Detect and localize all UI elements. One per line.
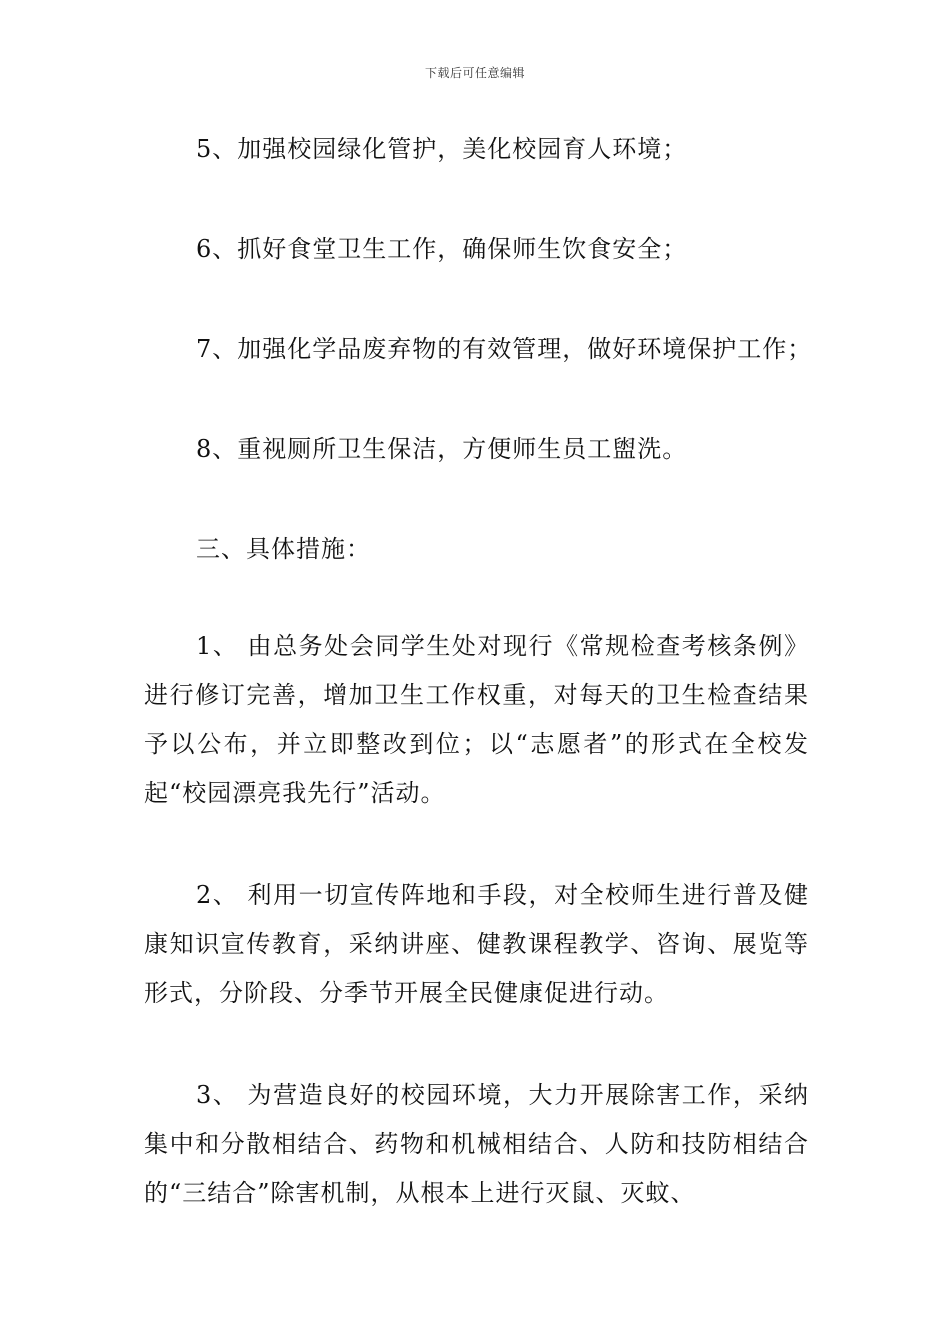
measure-paragraph-1: 1、 由总务处会同学生处对现行《常规检查考核条例》进行修订完善，增加卫生工作权重，对每天的卫生检查结果予以公布，并立即整改到位；以“志愿者”的形式在全校发起“校园漂亮我先行”活动。 [144, 632, 809, 807]
list-item-7: 7、加强化学品废弃物的有效管理，做好环境保护工作； [196, 335, 813, 363]
list-item-6: 6、抓好食堂卫生工作，确保师生饮食安全； [196, 235, 688, 263]
page-header-note: 下载后可任意编辑 [424, 66, 525, 80]
list-item-5: 5、加强校园绿化管护，美化校园育人环境； [196, 135, 688, 163]
section-heading: 三、具体措施： [196, 535, 371, 563]
measure-paragraph-3: 3、 为营造良好的校园环境，大力开展除害工作，采纳集中和分散相结合、药物和机械相结合、人防和技防相结合的“三结合”除害机制，从根本上进行灭鼠、灭蚊、 [144, 1081, 809, 1207]
list-item-8: 8、重视厕所卫生保洁，方便师生员工盥洗。 [196, 435, 688, 463]
measure-paragraph-2: 2、 利用一切宣传阵地和手段，对全校师生进行普及健康知识宣传教育，采纳讲座、健教课程教学、咨询、展览等形式，分阶段、分季节开展全民健康促进行动。 [144, 881, 809, 1007]
